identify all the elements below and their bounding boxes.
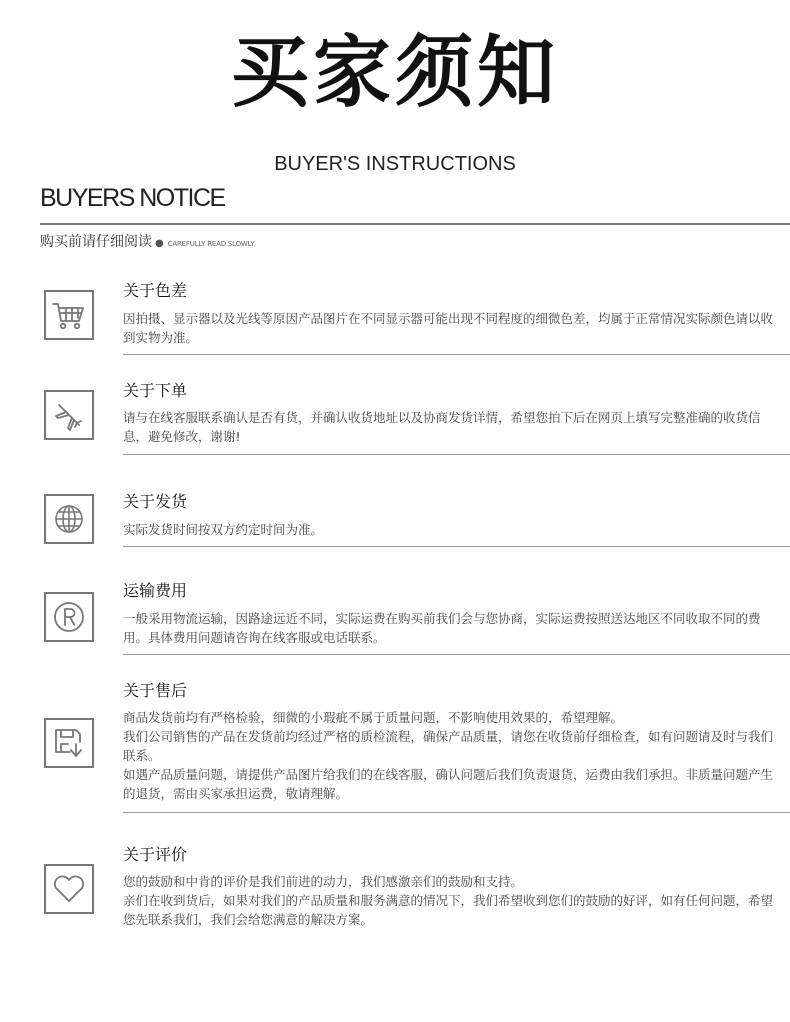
section-divider <box>123 454 790 455</box>
section-body <box>123 609 773 647</box>
section-divider <box>123 546 790 547</box>
section-paragraph: 如遇产品质量问题，请提供产品图片给我们的在线客服，确认问题后我们负责退货，运费由我们承担。非质量问题产生的退货，需由买家承担运费，敬请理解。 <box>123 767 774 801</box>
section-paragraph: 商品发货前均有严格检验，细微的小瑕疵不属于质量问题，不影响使用效果的，希望理解。 <box>123 710 624 725</box>
page-subtitle: BUYER'S INSTRUCTIONS <box>274 153 516 175</box>
registered-icon <box>44 592 94 642</box>
section-body <box>123 872 773 929</box>
save-download-icon <box>44 718 94 768</box>
section-title: 关于评价 <box>123 845 188 864</box>
section-paragraph: 亲们在收到货后，如果对我们的产品质量和服务满意的情况下，我们希望收到您们的鼓励的好评，如有任何问题，希望您先联系我们，我们会给您满意的解决方案。 <box>123 893 774 927</box>
section-divider <box>123 654 790 655</box>
section-paragraph: 请与在线客服联系确认是否有货，并确认收货地址以及协商发货详情，希望您拍下后在网页上填写完整准确的收货信息，避免修改，谢谢! <box>123 410 761 444</box>
section-title: 关于色差 <box>123 281 188 300</box>
section-body <box>123 708 773 803</box>
shopping-cart-icon <box>44 290 94 340</box>
bullet-dot-icon: ● <box>155 238 164 249</box>
section-paragraph: 因拍摄、显示器以及光线等原因产品图片在不同显示器可能出现不同程度的细微色差，均属于正常情况实际颜色请以收到实物为准。 <box>123 311 774 345</box>
read-carefully-en: CAREFULLY READ SLOWLY <box>167 240 255 248</box>
read-carefully-line <box>40 233 254 249</box>
section-paragraph: 实际发货时间按双方约定时间为准。 <box>123 522 324 537</box>
section-paragraph: 我们公司销售的产品在发货前均经过严格的质检流程，确保产品质量，请您在收货前仔细检查，如有问题请及时与我们联系。 <box>123 729 774 763</box>
section-paragraph: 您的鼓励和中肯的评价是我们前进的动力，我们感激亲们的鼓励和支持。 <box>123 874 524 889</box>
airplane-icon <box>44 390 94 440</box>
section-divider <box>123 354 790 355</box>
section-body <box>123 520 773 539</box>
heart-icon <box>44 864 94 914</box>
read-carefully-cn: 购买前请仔细阅读 <box>40 234 152 250</box>
notice-label: BUYERS NOTICE <box>40 184 225 212</box>
notice-divider <box>40 223 790 225</box>
section-divider <box>123 812 790 813</box>
section-body <box>123 309 773 347</box>
section-title: 关于售后 <box>123 681 188 700</box>
section-title: 关于发货 <box>123 492 188 511</box>
page-title: 买家须知 <box>230 28 559 118</box>
globe-icon <box>44 494 94 544</box>
section-title: 运输费用 <box>123 581 188 600</box>
section-paragraph: 一般采用物流运输，因路途远近不同，实际运费在购买前我们会与您协商，实际运费按照送达地区不同收取不同的费用。具体费用问题请咨询在线客服或电话联系。 <box>123 611 761 645</box>
section-body <box>123 408 773 446</box>
section-title: 关于下单 <box>123 381 188 400</box>
